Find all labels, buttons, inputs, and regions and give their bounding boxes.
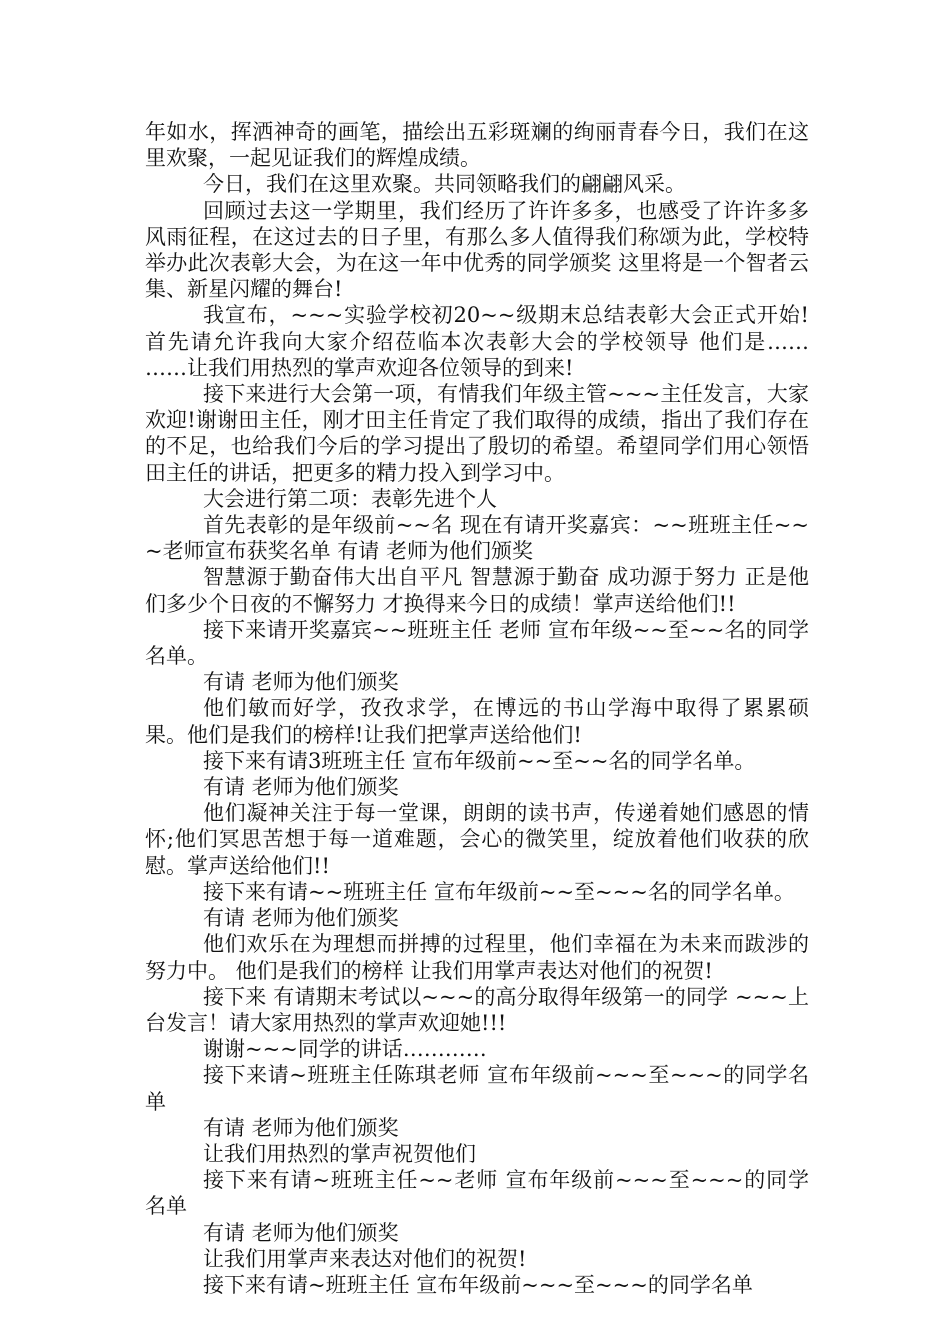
paragraph: 大会进行第二项：表彰先进个人	[203, 486, 497, 511]
paragraph: 接下来请~班班主任陈琪老师 宣布年级前~~~至~~~的同学名单	[145, 1063, 809, 1114]
paragraph: 我宣布，~~~实验学校初20~~级期末总结表彰大会正式开始!首先请允许我向大家介绍莅临本次表彰大会的学校领导 他们是…… ……让我们用热烈的掌声欢迎各位领导的到来!	[145, 303, 809, 380]
paragraph: 接下来有请~~班班主任 宣布年级前~~至~~~名的同学名单。	[203, 879, 795, 904]
paragraph: 今日，我们在这里欢聚。共同领略我们的翩翩风采。	[203, 172, 686, 197]
document-body	[145, 119, 809, 1298]
paragraph: 年如水，挥洒神奇的画笔，描绘出五彩斑斓的绚丽青春今日，我们在这里欢聚，一起见证我们的辉煌成绩。	[145, 120, 809, 171]
paragraph: 谢谢~~~同学的讲话…………	[203, 1037, 487, 1062]
paragraph: 首先表彰的是年级前~~名 现在有请开奖嘉宾：~~班班主任~~~老师宣布获奖名单 有请 老师为他们颁奖	[145, 513, 809, 564]
paragraph: 回顾过去这一学期里，我们经历了许许多多，也感受了许许多多 风雨征程，在这过去的日子里，有那么多人值得我们称颂为此，学校特举办此次表彰大会，为在这一年中优秀的同学颁奖 这里将是一个智者云集、新星闪耀的舞台!	[145, 198, 809, 302]
paragraph: 他们敏而好学，孜孜求学，在博远的书山学海中取得了累累硕果。他们是我们的榜样!让我们把掌声送给他们!	[145, 696, 809, 747]
paragraph: 接下来有请~班班主任 宣布年级前~~~至~~~的同学名单	[203, 1272, 753, 1297]
paragraph: 有请 老师为他们颁奖	[203, 1220, 399, 1245]
paragraph: 让我们用掌声来表达对他们的祝贺!	[203, 1246, 527, 1271]
paragraph: 他们凝神关注于每一堂课，朗朗的读书声，传递着她们感恩的情怀;他们冥思苦想于每一道难题，会心的微笑里，绽放着他们收获的欣慰。掌声送给他们!!	[145, 801, 809, 878]
paragraph: 接下来有请~班班主任~~老师 宣布年级前~~~至~~~的同学名单	[145, 1168, 809, 1219]
paragraph: 让我们用热烈的掌声祝贺他们	[203, 1141, 476, 1166]
paragraph: 接下来 有请期末考试以~~~的高分取得年级第一的同学 ~~~上台发言！请大家用热烈的掌声欢迎她!!!	[145, 984, 809, 1035]
paragraph: 有请 老师为他们颁奖	[203, 906, 399, 931]
paragraph: 有请 老师为他们颁奖	[203, 670, 399, 695]
paragraph: 智慧源于勤奋伟大出自平凡 智慧源于勤奋 成功源于努力 正是他们多少个日夜的不懈努力 才换得来今日的成绩！掌声送给他们!!	[145, 565, 809, 616]
paragraph: 接下来进行大会第一项，有情我们年级主管~~~主任发言，大家欢迎!谢谢田主任，刚才田主任肯定了我们取得的成绩，指出了我们存在的不足，也给我们今后的学习提出了殷切的希望。希望同学们用心领悟田主任的讲话，把更多的精力投入到学习中。	[145, 382, 809, 485]
paragraph: 他们欢乐在为理想而拼搏的过程里，他们幸福在为未来而跋涉的努力中。 他们是我们的榜样 让我们用掌声表达对他们的祝贺!	[145, 932, 809, 983]
paragraph: 有请 老师为他们颁奖	[203, 1115, 399, 1140]
paragraph: 接下来请开奖嘉宾~~班班主任 老师 宣布年级~~至~~名的同学名单。	[145, 617, 809, 669]
paragraph: 有请 老师为他们颁奖	[203, 775, 399, 800]
paragraph: 接下来有请3班班主任 宣布年级前~~至~~名的同学名单。	[203, 748, 756, 773]
